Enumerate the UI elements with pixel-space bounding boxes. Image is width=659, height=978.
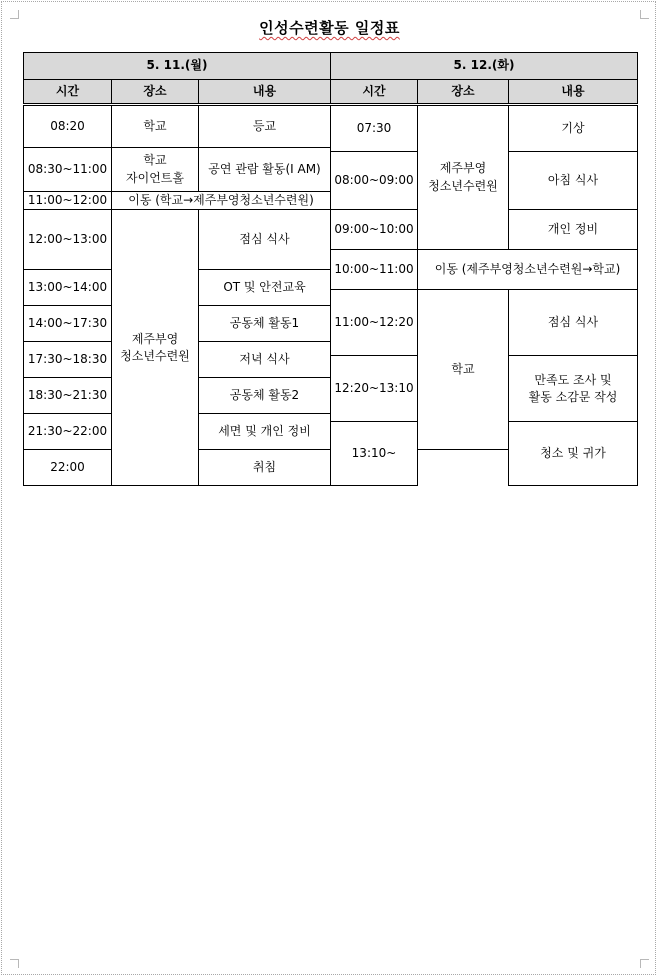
day2-place-cell-youth-center [418,105,509,250]
day2-time-cell: 09:00~10:00 [331,210,418,250]
day2-content-cell [509,356,638,422]
place-line: 제주부영 [439,161,487,176]
day1-place-cell-youth-center [112,210,199,486]
day1-place-cell [112,148,199,192]
day1-time-cell: 12:00~13:00 [24,210,112,270]
content-line: 만족도 조사 및 [534,372,612,387]
place-line: 청소년수련원 [120,348,190,363]
day2-content-cell: 아침 식사 [509,152,638,210]
day1-content-header: 내용 [199,80,331,105]
page-title [0,17,659,38]
day2-time-cell: 08:00~09:00 [331,152,418,210]
page-corner-mark [640,959,649,968]
day1-time-cell: 17:30~18:30 [24,342,112,378]
day1-time-cell: 22:00 [24,450,112,486]
day1-time-cell: 18:30~21:30 [24,378,112,414]
day1-content-cell: OT 및 안전교육 [199,270,331,306]
day2-time-cell: 13:10~ [331,422,418,486]
day2-time-cell: 11:00~12:20 [331,290,418,356]
day2-content-cell: 기상 [509,105,638,152]
page-corner-mark [10,959,19,968]
day2-content-cell: 청소 및 귀가 [509,422,638,486]
place-line: 청소년수련원 [428,178,498,193]
day1-time-cell: 08:30~11:00 [24,148,112,192]
day1-content-cell: 공연 관람 활동(I AM) [199,148,331,192]
content-line: 활동 소감문 작성 [528,389,618,404]
day1-time-cell: 13:00~14:00 [24,270,112,306]
day2-time-header: 시간 [331,80,418,105]
day2-content-header: 내용 [509,80,638,105]
day2-content-cell: 개인 정비 [509,210,638,250]
place-line: 학교 [143,153,167,168]
day1-content-cell: 취침 [199,450,331,486]
day1-content-cell: 공동체 활동2 [199,378,331,414]
day1-place-header: 장소 [112,80,199,105]
day2-place-cell-school: 학교 [418,290,509,450]
day1-time-header: 시간 [24,80,112,105]
day1-time-cell: 08:20 [24,105,112,148]
day1-place-cell: 학교 [112,105,199,148]
day1-content-cell: 점심 식사 [199,210,331,270]
day1-date-header: 5. 11.(월) [24,53,331,80]
day2-time-cell: 07:30 [331,105,418,152]
day1-time-cell: 11:00~12:00 [24,192,112,210]
day1-content-cell: 공동체 활동1 [199,306,331,342]
date-header-row [24,53,638,80]
place-line: 제주부영 [131,331,179,346]
day1-content-cell: 등교 [199,105,331,148]
day1-content-cell-move: 이동 (학교→제주부영청소년수련원) [112,192,331,210]
day2-time-cell: 12:20~13:10 [331,356,418,422]
day2-time-cell: 10:00~11:00 [331,250,418,290]
column-header-row [24,80,638,105]
day1-content-cell: 세면 및 개인 정비 [199,414,331,450]
table-row [24,105,638,148]
place-line: 자이언트홀 [126,170,184,185]
day1-time-cell: 21:30~22:00 [24,414,112,450]
day2-date-header: 5. 12.(화) [331,53,638,80]
schedule-table [23,52,638,486]
day2-content-cell-move: 이동 (제주부영청소년수련원→학교) [418,250,638,290]
page-title-text: 인성수련활동 일정표 [259,19,400,37]
day1-content-cell: 저녁 식사 [199,342,331,378]
day2-content-cell: 점심 식사 [509,290,638,356]
table-row [24,210,638,250]
day1-time-cell: 14:00~17:30 [24,306,112,342]
day2-place-header: 장소 [418,80,509,105]
